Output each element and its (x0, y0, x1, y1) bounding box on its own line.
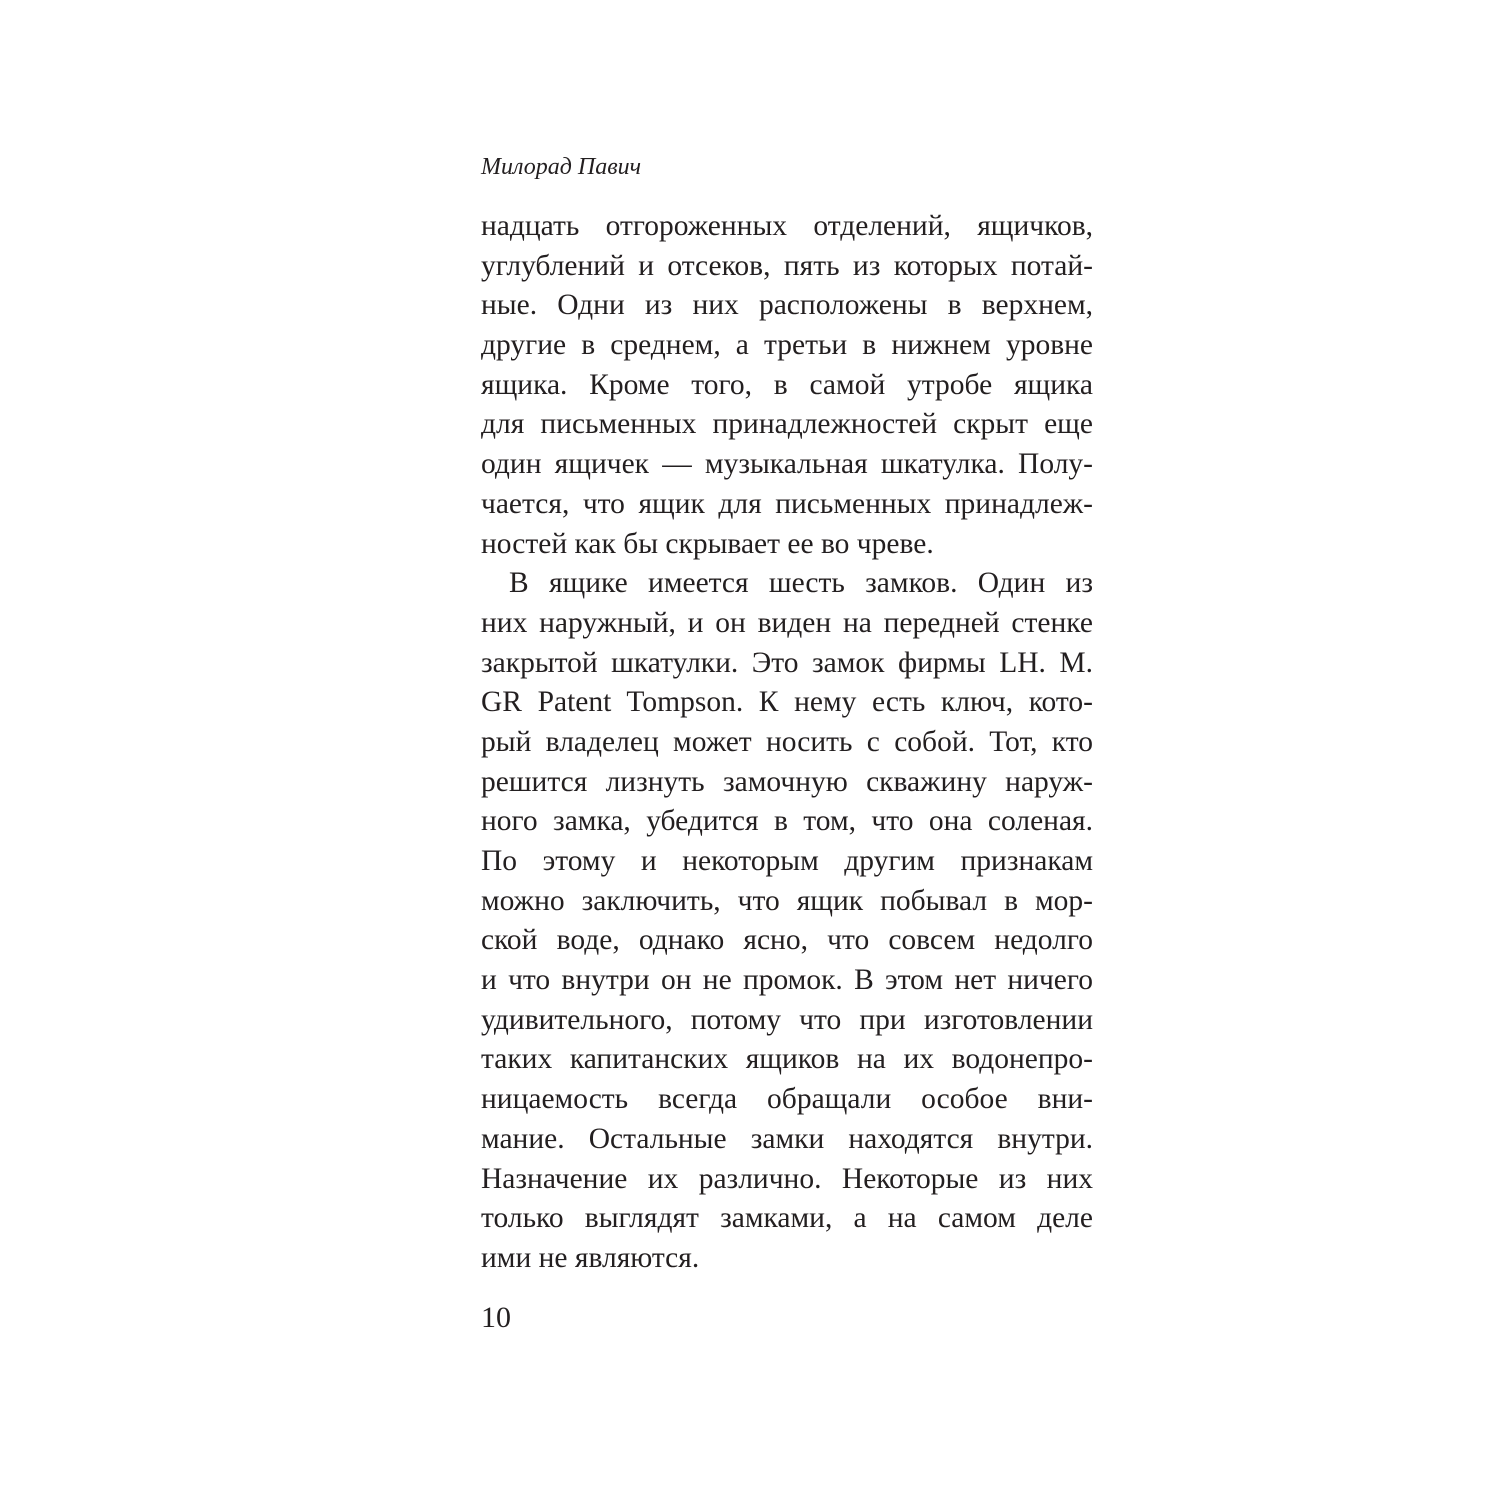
text-line: ящика. Кроме того, в самой утробе ящика (481, 368, 1093, 401)
page-number: 10 (481, 1301, 511, 1334)
text-line: углублений и отсеков, пять из которых потай- (481, 249, 1093, 282)
text-line: рый владелец может носить с собой. Тот, кто (481, 725, 1093, 758)
text-line: ницаемость всегда обращали особое вни- (481, 1083, 1093, 1116)
text-line: один ящичек — музыкальная шкатулка. Полу- (481, 448, 1093, 481)
text-line: надцать отгороженных отделений, ящичков, (481, 210, 1093, 242)
running-head-author: Милорад Павич (481, 154, 642, 180)
text-line: В ящике имеется шесть замков. Один из (509, 567, 1093, 600)
text-line: закрытой шкатулки. Это замок фирмы LH. M. (481, 646, 1093, 679)
text-line: чается, что ящик для письменных принадлеж- (481, 487, 1093, 520)
text-line: таких капитанских ящиков на их водонепро- (481, 1043, 1093, 1076)
text-line: ного замка, убедится в том, что она соленая. (481, 805, 1093, 838)
paragraph-1 (481, 207, 1093, 564)
text-line: решится лизнуть замочную скважину наруж- (481, 765, 1093, 798)
text-line: ими не являются. (481, 1241, 700, 1274)
text-line: только выглядят замками, а на самом деле (481, 1202, 1093, 1235)
text-line: можно заключить, что ящик побывал в мор- (481, 884, 1093, 917)
paragraph-2 (481, 564, 1093, 1278)
text-line: и что внутри он не промок. В этом нет ничего (481, 964, 1093, 997)
text-line: Назначение их различно. Некоторые из них (481, 1162, 1093, 1195)
text-line: другие в среднем, а третьи в нижнем уровне (481, 329, 1093, 362)
text-line: мание. Остальные замки находятся внутри. (481, 1122, 1093, 1155)
text-line: ской воде, однако ясно, что совсем недолго (481, 924, 1093, 957)
text-line: GR Patent Tompson. К нему есть ключ, кото- (481, 686, 1093, 719)
text-line: для письменных принадлежностей скрыт еще (481, 408, 1093, 441)
text-line: удивительного, потому что при изготовлении (481, 1003, 1093, 1036)
text-line: ные. Одни из них расположены в верхнем, (481, 289, 1093, 322)
text-line: По этому и некоторым другим признакам (481, 845, 1093, 877)
text-line: ностей как бы скрывает ее во чреве. (481, 527, 934, 560)
text-line: них наружный, и он виден на передней стенке (481, 606, 1093, 639)
body-text (481, 207, 1093, 1279)
